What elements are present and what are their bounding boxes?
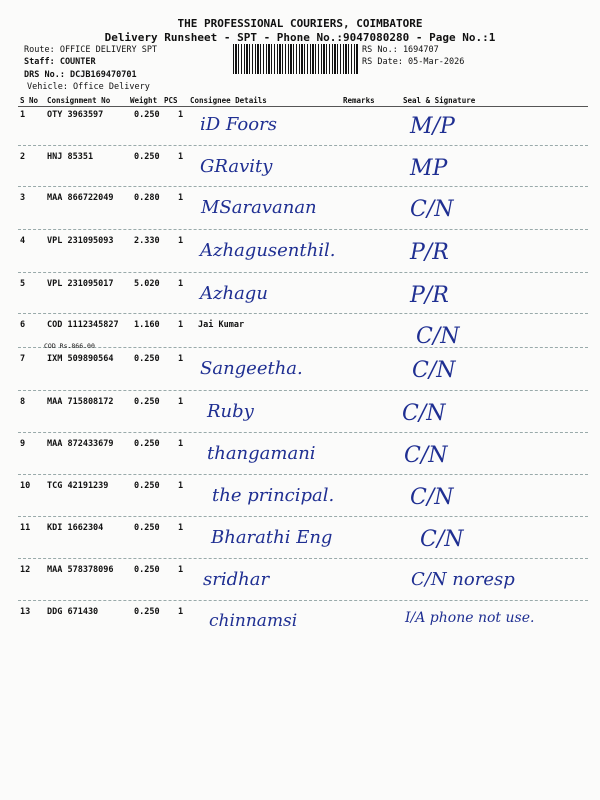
row-signature: MP bbox=[410, 156, 448, 181]
row-consignee: iD Foors bbox=[200, 114, 277, 135]
row-sno: 11 bbox=[20, 523, 31, 533]
row-consignment-no: MAA 715808172 bbox=[47, 397, 114, 407]
row-divider bbox=[18, 313, 588, 314]
row-consignee: Azhagu bbox=[200, 283, 268, 304]
col-seal: Seal & Signature bbox=[403, 96, 476, 105]
col-sno: S No bbox=[20, 96, 39, 105]
header-rule bbox=[18, 106, 588, 107]
row-consignment-no: COD 1112345827 bbox=[47, 320, 119, 330]
rs-number: RS No.: 1694707 bbox=[362, 45, 439, 55]
barcode bbox=[233, 44, 358, 74]
row-signature: C/N bbox=[410, 197, 454, 222]
row-signature: C/N bbox=[412, 358, 456, 383]
row-divider bbox=[18, 558, 588, 559]
cod-note: COD Rs.866.00 bbox=[44, 342, 95, 350]
row-weight: 0.250 bbox=[134, 523, 160, 533]
row-consignment-no: IXM 509890564 bbox=[47, 354, 114, 364]
row-divider bbox=[18, 432, 588, 433]
row-signature: C/N bbox=[404, 443, 448, 468]
row-consignment-no: VPL 231095093 bbox=[47, 236, 114, 246]
row-weight: 1.160 bbox=[134, 320, 160, 330]
row-consignee: Azhagusenthil. bbox=[200, 240, 336, 261]
row-weight: 5.020 bbox=[134, 279, 160, 289]
row-consignee: the principal. bbox=[212, 485, 335, 506]
row-pcs: 1 bbox=[178, 152, 184, 162]
route-label: Route: OFFICE DELIVERY SPT bbox=[24, 45, 158, 55]
row-consignment-no: MAA 866722049 bbox=[47, 193, 114, 203]
row-consignment-no: MAA 872433679 bbox=[47, 439, 114, 449]
row-consignment-no: KDI 1662304 bbox=[47, 523, 104, 533]
row-pcs: 1 bbox=[178, 481, 184, 491]
row-sno: 9 bbox=[20, 439, 26, 449]
row-weight: 0.250 bbox=[134, 397, 160, 407]
row-consignee: sridhar bbox=[203, 569, 270, 590]
row-consignee: thangamani bbox=[207, 443, 316, 464]
row-weight: 0.250 bbox=[134, 565, 160, 575]
row-divider bbox=[18, 347, 588, 348]
row-sno: 7 bbox=[20, 354, 26, 364]
row-sno: 4 bbox=[20, 236, 26, 246]
row-sno: 6 bbox=[20, 320, 26, 330]
row-sno: 13 bbox=[20, 607, 31, 617]
row-consignee: chinnamsi bbox=[209, 611, 298, 631]
row-sno: 3 bbox=[20, 193, 26, 203]
row-weight: 0.250 bbox=[134, 110, 160, 120]
row-signature: C/N bbox=[416, 324, 460, 349]
col-remarks: Remarks bbox=[343, 96, 375, 105]
row-sno: 10 bbox=[20, 481, 31, 491]
row-consignee: GRavity bbox=[200, 156, 273, 177]
row-pcs: 1 bbox=[178, 279, 184, 289]
row-weight: 2.330 bbox=[134, 236, 160, 246]
row-pcs: 1 bbox=[178, 439, 184, 449]
col-consignment: Consignment No bbox=[47, 96, 111, 105]
row-consignment-no: HNJ 85351 bbox=[47, 152, 94, 162]
row-divider bbox=[18, 474, 588, 475]
row-consignee: Ruby bbox=[207, 401, 254, 422]
row-consignment-no: TCG 42191239 bbox=[47, 481, 109, 491]
row-signature: C/N noresp bbox=[411, 569, 515, 590]
row-divider bbox=[18, 145, 588, 146]
row-consignment-no: DDG 671430 bbox=[47, 607, 99, 617]
row-divider bbox=[18, 600, 588, 601]
row-sno: 1 bbox=[20, 110, 26, 120]
row-sno: 12 bbox=[20, 565, 31, 575]
row-divider bbox=[18, 229, 588, 230]
row-weight: 0.250 bbox=[134, 481, 160, 491]
row-consignee: Sangeetha. bbox=[200, 358, 303, 379]
row-signature: P/R bbox=[410, 240, 449, 265]
row-signature: C/N bbox=[410, 485, 454, 510]
row-pcs: 1 bbox=[178, 236, 184, 246]
row-pcs: 1 bbox=[178, 193, 184, 203]
row-signature: I/A phone not use. bbox=[405, 610, 535, 626]
company-title: THE PROFESSIONAL COURIERS, COIMBATORE bbox=[177, 17, 423, 30]
row-sno: 8 bbox=[20, 397, 26, 407]
row-divider bbox=[18, 390, 588, 391]
row-pcs: 1 bbox=[178, 397, 184, 407]
vehicle-label: Vehicle: Office Delivery bbox=[27, 82, 150, 92]
row-pcs: 1 bbox=[178, 565, 184, 575]
row-signature: P/R bbox=[410, 283, 449, 308]
row-pcs: 1 bbox=[178, 110, 184, 120]
row-pcs: 1 bbox=[178, 320, 184, 330]
rs-date: RS Date: 05-Mar-2026 bbox=[362, 57, 465, 67]
row-weight: 0.250 bbox=[134, 354, 160, 364]
col-consignee: Consignee Details bbox=[190, 96, 267, 105]
row-sno: 5 bbox=[20, 279, 26, 289]
row-consignment-no: VPL 231095017 bbox=[47, 279, 114, 289]
col-pcs: PCS bbox=[164, 96, 178, 105]
row-consignment-no: OTY 3963597 bbox=[47, 110, 104, 120]
row-consignee: Bharathi Eng bbox=[211, 527, 333, 548]
row-signature: M/P bbox=[410, 114, 455, 139]
runsheet-subtitle: Delivery Runsheet - SPT - Phone No.:9047080280 - Page No.:1 bbox=[104, 31, 496, 44]
drs-number: DRS No.: DCJB169470701 bbox=[24, 70, 137, 80]
row-signature: C/N bbox=[420, 527, 464, 552]
row-divider bbox=[18, 516, 588, 517]
row-weight: 0.250 bbox=[134, 439, 160, 449]
row-signature: C/N bbox=[402, 401, 446, 426]
row-sno: 2 bbox=[20, 152, 26, 162]
row-divider bbox=[18, 272, 588, 273]
row-pcs: 1 bbox=[178, 607, 184, 617]
row-weight: 0.280 bbox=[134, 193, 160, 203]
row-weight: 0.250 bbox=[134, 152, 160, 162]
row-consignment-no: MAA 578378096 bbox=[47, 565, 114, 575]
row-divider bbox=[18, 186, 588, 187]
row-pcs: 1 bbox=[178, 523, 184, 533]
row-consignee: MSaravanan bbox=[201, 197, 317, 218]
row-pcs: 1 bbox=[178, 354, 184, 364]
row-weight: 0.250 bbox=[134, 607, 160, 617]
staff-label: Staff: COUNTER bbox=[24, 57, 96, 67]
col-weight: Weight bbox=[130, 96, 158, 105]
row-consignee: Jai Kumar bbox=[198, 320, 245, 330]
